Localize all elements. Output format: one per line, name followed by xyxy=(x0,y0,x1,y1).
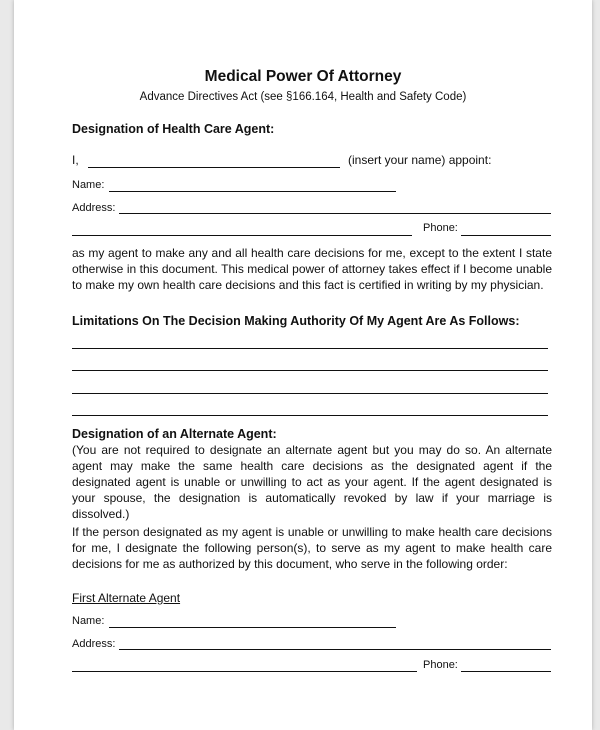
limitations-line-2[interactable] xyxy=(72,370,548,371)
first-alternate-label: First Alternate Agent xyxy=(72,591,181,605)
alternate-phone-label: Phone: xyxy=(423,659,458,671)
alternate-paragraph-2: If the person designated as my agent is unable or unwilling to make health care decisions for me, I designate the following person(s), to serve as my agent to make health care decisions for me as authorized by this document, who serve in the following order: xyxy=(72,525,552,571)
limitations-line-1[interactable] xyxy=(72,348,548,349)
your-name-field[interactable] xyxy=(88,167,340,168)
agent-phone-field[interactable] xyxy=(461,235,551,236)
document-title: Medical Power Of Attorney xyxy=(204,68,402,85)
limitations-line-3[interactable] xyxy=(72,393,548,394)
limitations-line-4[interactable] xyxy=(72,415,548,416)
document-page xyxy=(14,0,592,730)
limitations-heading: Limitations On The Decision Making Authority Of My Agent Are As Follows: xyxy=(72,314,520,328)
agent-address-field-2[interactable] xyxy=(72,235,412,236)
alternate-address-label: Address: xyxy=(72,638,116,650)
alternate-name-label: Name: xyxy=(72,615,105,627)
alternate-address-field-2[interactable] xyxy=(72,671,417,672)
alternate-address-field[interactable] xyxy=(119,649,551,650)
agent-paragraph: as my agent to make any and all health care decisions for me, except to the extent I state otherwise in this document. This medical power of attorney takes effect if I become unable to make my own health care decisions and this fact is certified in writing by my physician. xyxy=(72,246,552,292)
document-subtitle: Advance Directives Act (see §166.164, Health and Safety Code) xyxy=(139,91,467,103)
alternate-name-field[interactable] xyxy=(109,627,396,628)
i-label: I, xyxy=(72,153,79,167)
insert-name-label: (insert your name) appoint: xyxy=(348,153,492,167)
agent-address-label: Address: xyxy=(72,202,116,214)
agent-name-label: Name: xyxy=(72,179,105,191)
agent-address-field[interactable] xyxy=(119,213,551,214)
agent-name-field[interactable] xyxy=(109,191,396,192)
alternate-paragraph-1: (You are not required to designate an alternate agent but you may do so. An alternate agent may make the same health care decisions as the designated agent if the designated agent is unable or unwilling to act as your agent. If the agent designated is your spouse, the designation is automatically revoked by law if your marriage is dissolved.) xyxy=(72,443,552,521)
agent-section-heading: Designation of Health Care Agent: xyxy=(72,122,275,136)
agent-phone-label: Phone: xyxy=(423,222,458,234)
alternate-phone-field[interactable] xyxy=(461,671,551,672)
alternate-heading: Designation of an Alternate Agent: xyxy=(72,427,277,441)
